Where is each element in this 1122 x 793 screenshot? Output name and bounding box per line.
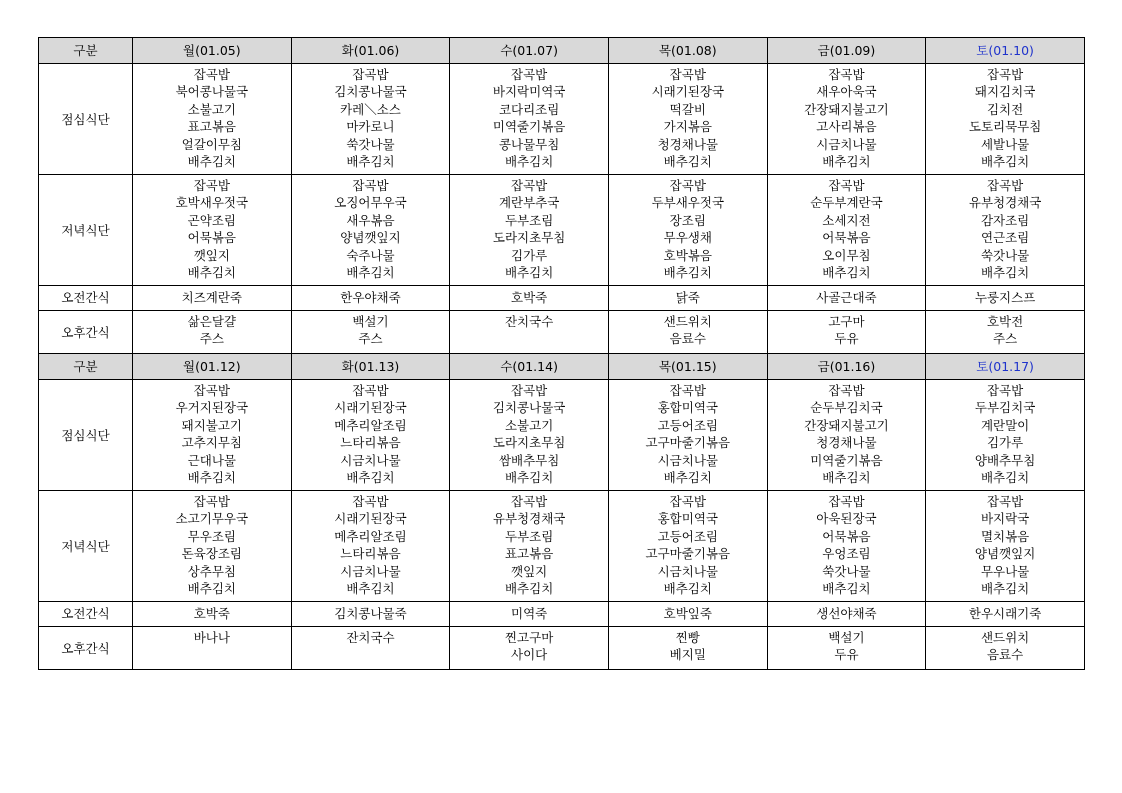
menu-item: 도토리묵무침 bbox=[968, 119, 1042, 135]
menu-cell bbox=[767, 491, 926, 602]
menu-item: 배추김치 bbox=[980, 154, 1030, 170]
menu-cell bbox=[133, 380, 292, 491]
menu-item: 가지볶음 bbox=[663, 119, 712, 135]
menu-item: 청경채나물 bbox=[657, 136, 718, 152]
menu-item: 고등어조림 bbox=[657, 417, 718, 433]
menu-item: 잡곡밥 bbox=[352, 383, 389, 398]
menu-item: 멸치볶음 bbox=[980, 528, 1030, 544]
menu-item: 잡곡밥 bbox=[669, 178, 706, 193]
menu-item: 깻잎지 bbox=[511, 563, 548, 579]
menu-item: 장조림 bbox=[669, 212, 706, 228]
menu-item: 배추김치 bbox=[187, 265, 236, 281]
menu-cell bbox=[450, 627, 609, 670]
menu-item: 음료수 bbox=[986, 647, 1024, 663]
menu-cell bbox=[133, 491, 292, 602]
menu-item: 북어콩나물국 bbox=[175, 84, 249, 100]
menu-cell bbox=[450, 286, 609, 311]
menu-item: 소고기무우국 bbox=[175, 511, 249, 527]
menu-item: 곤약조림 bbox=[187, 212, 236, 228]
menu-item: 잡곡밥 bbox=[828, 383, 865, 398]
menu-item: 김가루 bbox=[986, 435, 1024, 451]
menu-item: 배추김치 bbox=[980, 265, 1030, 281]
lunch-row bbox=[39, 380, 1085, 491]
menu-item: 두부조림 bbox=[504, 528, 554, 544]
menu-item: 시래기된장국 bbox=[651, 84, 725, 100]
menu-item: 오징어무우국 bbox=[334, 195, 407, 211]
menu-item: 김치콩나물국 bbox=[334, 84, 407, 100]
menu-cell bbox=[133, 311, 292, 354]
menu-item: 찐고구마 bbox=[504, 630, 554, 645]
menu-item: 쑥갓나물 bbox=[980, 247, 1030, 263]
menu-item: 잔치국수 bbox=[504, 314, 554, 329]
menu-item: 배추김치 bbox=[504, 154, 554, 170]
menu-item: 잡곡밥 bbox=[828, 67, 865, 82]
menu-item: 배추김치 bbox=[663, 154, 712, 170]
menu-cell bbox=[291, 491, 450, 602]
menu-item: 주스 bbox=[199, 331, 224, 347]
menu-cell bbox=[767, 311, 926, 354]
menu-cell bbox=[926, 286, 1085, 311]
menu-item: 배추김치 bbox=[980, 470, 1030, 486]
menu-item: 잡곡밥 bbox=[352, 494, 389, 509]
menu-item: 잡곡밥 bbox=[352, 67, 389, 82]
menu-item: 한우시래기죽 bbox=[968, 606, 1042, 621]
menu-cell bbox=[291, 175, 450, 286]
menu-item: 바나나 bbox=[193, 630, 230, 645]
menu-item: 콩나물무침 bbox=[498, 136, 560, 152]
header-label: 구분 bbox=[39, 354, 133, 380]
header-label: 구분 bbox=[39, 38, 133, 64]
menu-item: 잡곡밥 bbox=[828, 494, 865, 509]
menu-item: 누룽지스프 bbox=[974, 290, 1036, 305]
menu-item: 깻잎지 bbox=[193, 247, 230, 263]
menu-cell bbox=[291, 286, 450, 311]
menu-cell bbox=[133, 627, 292, 670]
menu-item: 바지락미역국 bbox=[492, 84, 566, 100]
menu-cell bbox=[291, 311, 450, 354]
menu-cell bbox=[608, 380, 767, 491]
menu-item: 소세지전 bbox=[822, 212, 871, 228]
menu-item: 닭죽 bbox=[675, 290, 700, 305]
row-label: 오전간식 bbox=[39, 286, 133, 311]
menu-item: 우거지된장국 bbox=[175, 400, 249, 416]
menu-item: 두유 bbox=[834, 331, 859, 347]
row-label: 오후간식 bbox=[39, 311, 133, 354]
menu-item: 배추김치 bbox=[504, 265, 554, 281]
menu-item: 찐빵 bbox=[675, 630, 700, 645]
menu-item: 주스 bbox=[358, 331, 383, 347]
row-label: 오후간식 bbox=[39, 627, 133, 670]
dinner-row bbox=[39, 491, 1085, 602]
menu-cell bbox=[450, 491, 609, 602]
menu-item: 잡곡밥 bbox=[669, 67, 706, 82]
menu-item: 배추김치 bbox=[346, 265, 395, 281]
menu-item: 유부청경채국 bbox=[492, 511, 566, 527]
menu-item: 소불고기 bbox=[187, 101, 236, 117]
menu-cell bbox=[450, 175, 609, 286]
menu-item: 감자조림 bbox=[980, 212, 1030, 228]
menu-item: 호박죽 bbox=[511, 290, 548, 305]
menu-item: 배추김치 bbox=[346, 470, 395, 486]
menu-item: 숙주나물 bbox=[346, 247, 395, 263]
menu-item: 상추무침 bbox=[187, 563, 236, 579]
menu-item: 연근조림 bbox=[980, 230, 1030, 246]
menu-item: 새우볶음 bbox=[346, 212, 395, 228]
menu-item: 배추김치 bbox=[663, 265, 712, 281]
day-header: 토(01.17) bbox=[926, 354, 1085, 380]
menu-item: 김치전 bbox=[986, 101, 1024, 117]
week-header-row bbox=[39, 354, 1085, 380]
menu-item: 무우생채 bbox=[663, 230, 712, 246]
menu-item: 세발나물 bbox=[980, 136, 1030, 152]
menu-cell bbox=[133, 64, 292, 175]
menu-item: 미역줄기볶음 bbox=[492, 119, 566, 135]
menu-cell bbox=[926, 175, 1085, 286]
menu-item: 잡곡밥 bbox=[352, 178, 389, 193]
menu-item: 김치콩나물죽 bbox=[334, 606, 407, 621]
menu-item: 고구마 bbox=[828, 314, 865, 329]
menu-cell bbox=[767, 380, 926, 491]
menu-item: 돈육장조림 bbox=[181, 546, 243, 562]
menu-item: 근대나물 bbox=[187, 452, 236, 468]
menu-item: 김치콩나물국 bbox=[492, 400, 566, 416]
menu-item: 두부조림 bbox=[504, 212, 554, 228]
afternoon-snack-row bbox=[39, 627, 1085, 670]
menu-item: 치즈계란죽 bbox=[181, 290, 243, 305]
menu-item: 배추김치 bbox=[187, 581, 236, 597]
menu-item: 시금치나물 bbox=[340, 563, 401, 579]
menu-item: 호박전 bbox=[986, 314, 1024, 329]
menu-cell bbox=[450, 380, 609, 491]
menu-item: 순두부계란국 bbox=[810, 195, 883, 211]
menu-item: 잡곡밥 bbox=[511, 494, 548, 509]
menu-item: 잡곡밥 bbox=[986, 494, 1024, 509]
menu-item: 미역죽 bbox=[511, 606, 548, 621]
menu-item: 청경채나물 bbox=[816, 435, 877, 451]
menu-item: 홍합미역국 bbox=[657, 400, 718, 416]
menu-item: 시금치나물 bbox=[340, 452, 401, 468]
afternoon-snack-row bbox=[39, 311, 1085, 354]
menu-item: 베지밀 bbox=[669, 647, 706, 663]
menu-cell bbox=[450, 311, 609, 354]
menu-item: 배추김치 bbox=[663, 581, 712, 597]
row-label: 저녁식단 bbox=[39, 175, 133, 286]
menu-item: 김가루 bbox=[511, 247, 548, 263]
day-header: 화(01.06) bbox=[291, 38, 450, 64]
day-header: 월(01.05) bbox=[133, 38, 292, 64]
menu-item: 한우야채죽 bbox=[340, 290, 401, 305]
menu-item: 느타리볶음 bbox=[340, 435, 401, 451]
menu-item: 느타리볶음 bbox=[340, 546, 401, 562]
week-header-row bbox=[39, 38, 1085, 64]
menu-item: 배추김치 bbox=[504, 581, 554, 597]
menu-item: 잡곡밥 bbox=[511, 178, 548, 193]
menu-cell bbox=[291, 602, 450, 627]
menu-item: 고등어조림 bbox=[657, 528, 718, 544]
menu-item: 잡곡밥 bbox=[511, 67, 548, 82]
menu-cell bbox=[767, 64, 926, 175]
menu-item: 잡곡밥 bbox=[193, 383, 230, 398]
menu-item: 고사리볶음 bbox=[816, 119, 877, 135]
menu-item: 쑥갓나물 bbox=[822, 563, 871, 579]
menu-item: 마카로니 bbox=[346, 119, 395, 135]
menu-item: 바지락국 bbox=[980, 511, 1030, 527]
menu-item: 호박볶음 bbox=[663, 247, 712, 263]
menu-cell bbox=[767, 627, 926, 670]
menu-item: 시금치나물 bbox=[657, 452, 718, 468]
menu-item: 고구마줄기볶음 bbox=[645, 546, 731, 562]
menu-item: 배추김치 bbox=[822, 470, 871, 486]
menu-item: 소불고기 bbox=[504, 417, 554, 433]
menu-item: 사골근대죽 bbox=[816, 290, 877, 305]
morning-snack-row bbox=[39, 602, 1085, 627]
menu-item: 고추지무침 bbox=[181, 435, 243, 451]
meal-plan-table bbox=[38, 37, 1085, 670]
menu-item: 배추김치 bbox=[504, 470, 554, 486]
menu-item: 호박잎죽 bbox=[663, 606, 712, 621]
menu-item: 잔치국수 bbox=[346, 630, 395, 645]
menu-item: 쌈배추무침 bbox=[498, 452, 560, 468]
menu-item: 두유 bbox=[834, 647, 859, 663]
menu-cell bbox=[767, 286, 926, 311]
menu-item: 우엉조림 bbox=[822, 546, 871, 562]
menu-item: 돼지김치국 bbox=[974, 84, 1036, 100]
day-header: 금(01.09) bbox=[767, 38, 926, 64]
menu-cell bbox=[926, 491, 1085, 602]
day-header: 금(01.16) bbox=[767, 354, 926, 380]
menu-item: 잡곡밥 bbox=[511, 383, 548, 398]
menu-item: 표고볶음 bbox=[504, 546, 554, 562]
menu-item: 양념깻잎지 bbox=[974, 546, 1036, 562]
menu-item: 잡곡밥 bbox=[986, 67, 1024, 82]
menu-item: 코다리조림 bbox=[498, 101, 560, 117]
menu-cell bbox=[926, 64, 1085, 175]
menu-item: 무우조림 bbox=[187, 528, 236, 544]
row-label: 오전간식 bbox=[39, 602, 133, 627]
menu-cell bbox=[291, 627, 450, 670]
menu-cell bbox=[450, 602, 609, 627]
menu-item: 표고볶음 bbox=[187, 119, 236, 135]
menu-item: 백설기 bbox=[352, 314, 389, 329]
day-header: 목(01.08) bbox=[608, 38, 767, 64]
menu-item: 계란말이 bbox=[980, 417, 1030, 433]
menu-cell bbox=[450, 64, 609, 175]
dinner-row bbox=[39, 175, 1085, 286]
menu-item: 배추김치 bbox=[187, 154, 236, 170]
menu-item: 잡곡밥 bbox=[669, 494, 706, 509]
menu-cell bbox=[133, 175, 292, 286]
menu-item: 주스 bbox=[993, 331, 1018, 347]
menu-item: 두부새우젓국 bbox=[651, 195, 725, 211]
day-header: 수(01.07) bbox=[450, 38, 609, 64]
menu-item: 간장돼지불고기 bbox=[804, 417, 889, 433]
day-header: 목(01.15) bbox=[608, 354, 767, 380]
menu-item: 배추김치 bbox=[822, 154, 871, 170]
menu-item: 배추김치 bbox=[980, 581, 1030, 597]
menu-item: 사이다 bbox=[511, 647, 548, 663]
menu-cell bbox=[608, 627, 767, 670]
day-header: 월(01.12) bbox=[133, 354, 292, 380]
menu-item: 카레＼소스 bbox=[340, 101, 401, 117]
menu-item: 배추김치 bbox=[346, 154, 395, 170]
menu-item: 삶은달걀 bbox=[187, 314, 236, 329]
menu-item: 무우나물 bbox=[980, 563, 1030, 579]
menu-cell bbox=[926, 311, 1085, 354]
menu-item: 잡곡밥 bbox=[986, 383, 1024, 398]
menu-item: 호박새우젓국 bbox=[175, 195, 249, 211]
menu-cell bbox=[608, 491, 767, 602]
menu-item: 메추리알조림 bbox=[334, 417, 407, 433]
menu-item: 어묵볶음 bbox=[822, 230, 871, 246]
menu-cell bbox=[291, 380, 450, 491]
menu-item: 순두부김치국 bbox=[810, 400, 883, 416]
menu-item: 어묵볶음 bbox=[187, 230, 236, 246]
menu-item: 백설기 bbox=[828, 630, 865, 645]
menu-cell bbox=[767, 175, 926, 286]
menu-item: 음료수 bbox=[669, 331, 706, 347]
menu-item: 떡갈비 bbox=[669, 101, 706, 117]
day-header: 화(01.13) bbox=[291, 354, 450, 380]
menu-item: 양념깻잎지 bbox=[340, 230, 401, 246]
menu-item: 배추김치 bbox=[187, 470, 236, 486]
menu-cell bbox=[608, 175, 767, 286]
menu-item: 시금치나물 bbox=[816, 136, 877, 152]
day-header: 토(01.10) bbox=[926, 38, 1085, 64]
menu-cell bbox=[926, 602, 1085, 627]
menu-item: 계란부추국 bbox=[498, 195, 560, 211]
menu-item: 호박죽 bbox=[193, 606, 230, 621]
row-label: 점심식단 bbox=[39, 380, 133, 491]
menu-item: 메추리알조림 bbox=[334, 528, 407, 544]
menu-cell bbox=[608, 602, 767, 627]
menu-item: 잡곡밥 bbox=[193, 494, 230, 509]
menu-item: 두부김치국 bbox=[974, 400, 1036, 416]
menu-item: 얼갈이무침 bbox=[181, 136, 243, 152]
menu-item: 아욱된장국 bbox=[816, 511, 877, 527]
menu-item: 새우아욱국 bbox=[816, 84, 877, 100]
menu-item: 미역줄기볶음 bbox=[810, 452, 883, 468]
menu-item: 생선야채죽 bbox=[816, 606, 877, 621]
menu-cell bbox=[926, 380, 1085, 491]
menu-item: 샌드위치 bbox=[663, 314, 712, 329]
menu-cell bbox=[608, 64, 767, 175]
menu-item: 오이무침 bbox=[822, 247, 871, 263]
menu-item: 배추김치 bbox=[822, 581, 871, 597]
menu-item: 도라지초무침 bbox=[492, 435, 566, 451]
menu-cell bbox=[767, 602, 926, 627]
menu-cell bbox=[133, 602, 292, 627]
menu-item: 잡곡밥 bbox=[193, 67, 230, 82]
menu-item: 시금치나물 bbox=[657, 563, 718, 579]
menu-item: 배추김치 bbox=[346, 581, 395, 597]
menu-item: 배추김치 bbox=[663, 470, 712, 486]
menu-cell bbox=[608, 311, 767, 354]
menu-item: 잡곡밥 bbox=[986, 178, 1024, 193]
menu-item: 양배추무침 bbox=[974, 452, 1036, 468]
menu-item: 홍합미역국 bbox=[657, 511, 718, 527]
menu-item: 잡곡밥 bbox=[669, 383, 706, 398]
menu-cell bbox=[608, 286, 767, 311]
menu-item: 간장돼지불고기 bbox=[804, 101, 889, 117]
menu-item: 유부청경채국 bbox=[968, 195, 1042, 211]
menu-item: 돼지불고기 bbox=[181, 417, 243, 433]
menu-cell bbox=[291, 64, 450, 175]
menu-item: 잡곡밥 bbox=[828, 178, 865, 193]
menu-item: 어묵볶음 bbox=[822, 528, 871, 544]
menu-item: 도라지초무침 bbox=[492, 230, 566, 246]
lunch-row bbox=[39, 64, 1085, 175]
menu-item: 배추김치 bbox=[822, 265, 871, 281]
menu-item: 쑥갓나물 bbox=[346, 136, 395, 152]
menu-item: 샌드위치 bbox=[980, 630, 1030, 645]
menu-item: 잡곡밥 bbox=[193, 178, 230, 193]
menu-item: 시래기된장국 bbox=[334, 511, 407, 527]
menu-item: 고구마줄기볶음 bbox=[645, 435, 731, 451]
morning-snack-row bbox=[39, 286, 1085, 311]
row-label: 점심식단 bbox=[39, 64, 133, 175]
menu-item: 시래기된장국 bbox=[334, 400, 407, 416]
row-label: 저녁식단 bbox=[39, 491, 133, 602]
menu-cell bbox=[926, 627, 1085, 670]
day-header: 수(01.14) bbox=[450, 354, 609, 380]
menu-cell bbox=[133, 286, 292, 311]
